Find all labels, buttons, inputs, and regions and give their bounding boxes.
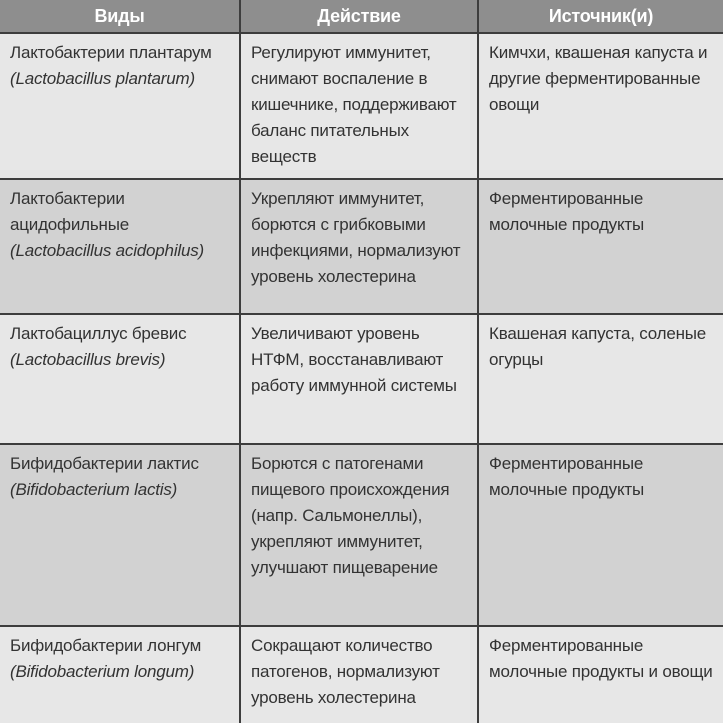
table-row [0,444,723,626]
table-header [0,0,723,33]
species-name-latin: (Bifidobacterium lactis) [10,480,178,499]
species-cell [0,444,240,626]
action-cell: Укрепляют иммунитет, борются с грибковыми инфекциями, нормализуют уровень холестерина [240,179,478,314]
action-cell: Борются с патогенами пищевого происхождения (напр. Сальмонеллы), укрепляют иммунитет, улучшают пищеварение [240,444,478,626]
species-name-ru: Лактобациллус бревис [10,324,187,343]
column-header-action: Действие [240,0,478,33]
table-row [0,314,723,444]
species-name-latin: (Lactobacillus plantarum) [10,69,195,88]
species-name-latin: (Lactobacillus acidophilus) [10,241,204,260]
action-cell: Регулируют иммунитет, снимают воспаление в кишечнике, поддерживают баланс питательных веществ [240,33,478,179]
species-cell [0,33,240,179]
sources-cell: Ферментированные молочные продукты [478,179,723,314]
action-cell: Увеличивают уровень НТФМ, восстанавливают работу иммунной системы [240,314,478,444]
table-body [0,33,723,723]
column-header-species: Виды [0,0,240,33]
table-row [0,33,723,179]
action-cell: Сокращают количество патогенов, нормализуют уровень холестерина [240,626,478,723]
species-cell [0,179,240,314]
species-name-ru: Лактобактерии плантарум [10,43,212,62]
sources-cell: Кимчхи, квашеная капуста и другие ферментированные овощи [478,33,723,179]
table-row [0,179,723,314]
species-name-latin: (Lactobacillus brevis) [10,350,166,369]
sources-cell: Ферментированные молочные продукты [478,444,723,626]
sources-cell: Квашеная капуста, соленые огурцы [478,314,723,444]
species-cell [0,314,240,444]
sources-cell: Ферментированные молочные продукты и овощи [478,626,723,723]
species-name-ru: Бифидобактерии лактис [10,454,199,473]
species-cell [0,626,240,723]
species-name-ru: Бифидобактерии лонгум [10,636,202,655]
table-row [0,626,723,723]
header-row [0,0,723,33]
column-header-sources: Источник(и) [478,0,723,33]
species-name-ru: Лактобактерии ацидофильные [10,189,129,234]
species-name-latin: (Bifidobacterium longum) [10,662,195,681]
